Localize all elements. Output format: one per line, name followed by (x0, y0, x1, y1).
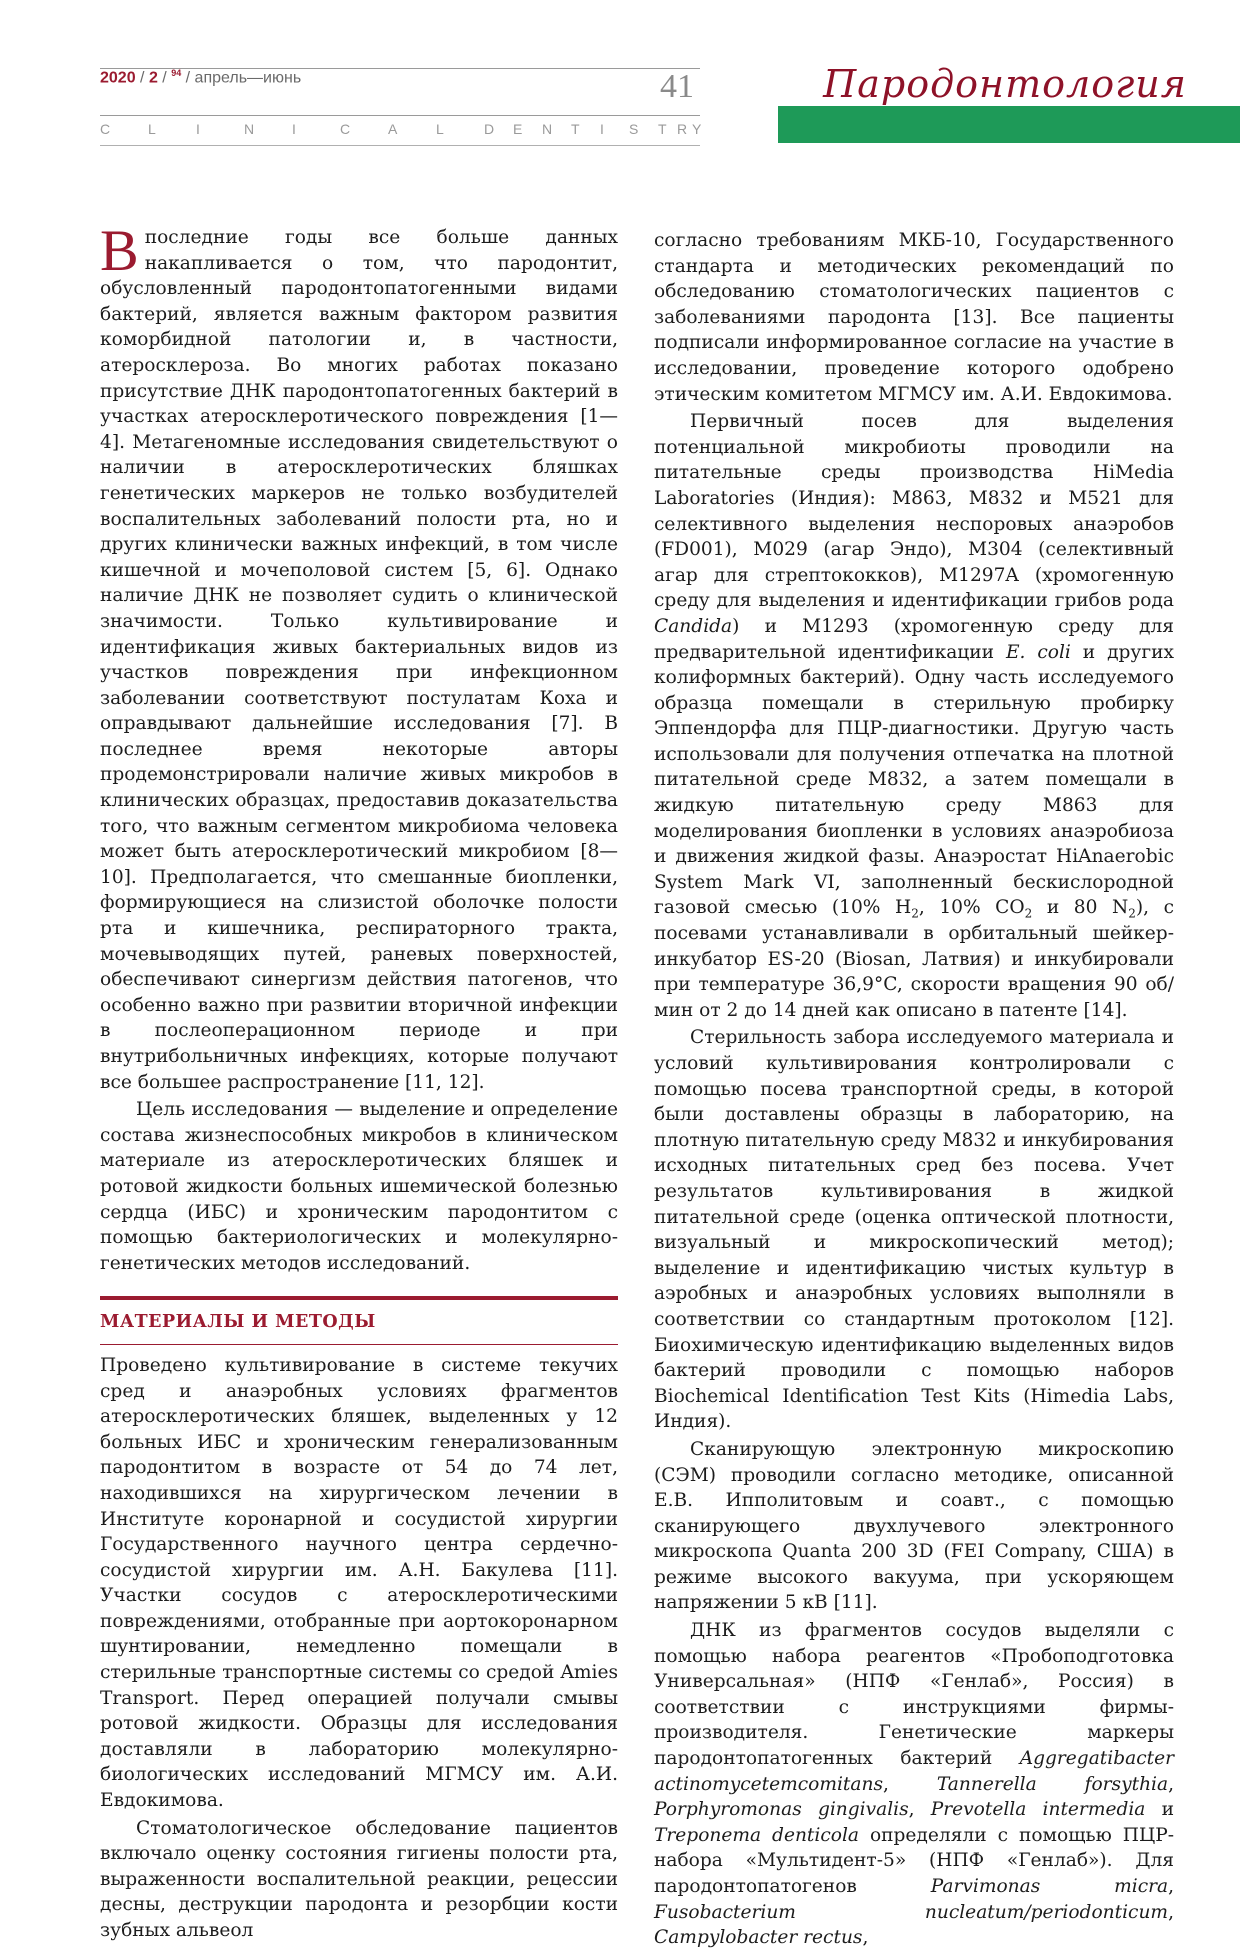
subscript: 2 (1024, 907, 1033, 922)
rubric-color-bar (778, 106, 1240, 143)
text-run: , (1168, 1773, 1174, 1795)
journal-letter: I (600, 121, 604, 137)
dna-paragraph (654, 1618, 1174, 1951)
journal-letter: T (571, 121, 580, 137)
left-column (100, 218, 618, 1946)
journal-letter: Y (692, 121, 702, 137)
species-name: Prevotella intermedia (930, 1799, 1146, 1821)
issue-year: 2020 (100, 69, 136, 87)
aim-paragraph: Цель исследования — выделение и определение состава жизнеспособных микробов в клиническом материале из атеросклеротических бляшек и ротовой жидкости больных ишемической болезнью сердца (ИБС) и хроническим пародонтитом с помощью бактериологических и молекулярно-генетических методов исследований. (100, 1099, 618, 1274)
journal-letter: T (658, 121, 667, 137)
species-name: Fusobacterium nucleatum/periodonticum (654, 1901, 1169, 1923)
journal-letter: N (542, 121, 553, 137)
species-name: E. coli (1005, 641, 1071, 663)
text-run: , (1168, 1901, 1174, 1923)
text-run: ) и M1293 (хромогенную среду для предварительной идентификации (654, 615, 1174, 663)
section-heading: МАТЕРИАЛЫ И МЕТОДЫ (100, 1310, 618, 1345)
species-name: Porphyromonas gingivalis (654, 1799, 909, 1821)
journal-letter: E (513, 121, 523, 137)
text-run: определяли с помощью ПЦР-набора «Мультидент-5» (НПФ «Генлаб»). Для пародонтопатогенов (654, 1824, 1174, 1897)
issue-number: 94 (171, 68, 182, 78)
journal-letter: L (436, 121, 444, 137)
text-run: ), с посевами устанавливали в орбитальный шейкер-инкубатор ES-20 (Biosan, Латвия) и инкубировали при температуре 36,9°C, скорости вращения 90 об/мин от 2 до 14 дней как описано в патенте [14]. (654, 897, 1174, 1021)
species-name: Tannerella forsythia (936, 1773, 1169, 1795)
journal-name (100, 121, 700, 145)
text-run: и (1145, 1799, 1174, 1821)
species-name: Treponema denticola (654, 1824, 859, 1846)
journal-letter: D (484, 121, 495, 137)
culture-paragraph (654, 409, 1174, 1023)
text-run: , (1168, 1876, 1174, 1897)
journal-letter: A (388, 121, 398, 137)
journal-letter: L (148, 121, 156, 137)
text-run: и 80 N (1032, 897, 1129, 919)
text-run: , (883, 1773, 937, 1795)
drop-cap: В (100, 218, 139, 283)
journal-letter: R (677, 121, 688, 137)
intro-text: последние годы все больше данных накапливается о том, что пародонтит, обусловленный пародонтопатогенными видами бактерий, является важным фактором развития коморбидной патологии и, в частности, атеросклероза. Во многих работах показано присутствие ДНК пародонтопатогенных бактерий в участках атеросклеротического повреждения [1—4]. Метагеномные исследования свидетельствуют о наличии в атеросклеротических бляшках генетических маркеров не только возбудителей воспалительных заболеваний полости рта, но и других клинически важных инфекций, в том числе кишечной и мочеполовой систем [5, 6]. Однако наличие ДНК не позволяет судить о клинической значимости. Только культивирование и идентификация живых бактериальных видов из участков повреждения при инфекционном заболевании соответствуют постулатам Коха и оправдывают дальнейшие исследования [7]. В последнее время некоторые авторы продемонстрировали наличие живых микробов в клинических образцах, предоставив доказательства того, что важным сегментом микробиома человека может быть атеросклеротический микробиом [8—10]. Предполагается, что смешанные биопленки, формирующиеся на слизистой оболочке полости рта и кишечника, респираторного тракта, мочевыводящих путей, раневых поверхностей, обеспечивают синергизм действия патогенов, что особенно важно при развитии вторичной инфекции в послеоперационном периоде и при внутрибольничных инфекциях, которые получают все большее распространение [11, 12]. (100, 227, 618, 1093)
species-name: Parvimonas micra (930, 1876, 1169, 1897)
species-name: Aggregatibacter actinomycetemcomitans (654, 1748, 1174, 1795)
text-run: ДНК из фрагментов сосудов выделяли с помощью набора реагентов «Пробоподготовка Универсальная» (НПФ «Генлаб», Россия) в соответствии с инструкциями фирмы-производителя. Генетические маркеры пародонтопатогенных бактерий (654, 1620, 1174, 1770)
text-run: Первичный посев для выделения потенциальной микробиоты проводили на питательные среды производства HiMedia Laboratories (Индия): M863, M832 и M521 для селективного выделения неспоровых анаэробов (FD001), M029 (агар Эндо), M304 (селективный агар для стрептококков), M1297A (хромогенную среду для выделения и идентификации грибов рода (654, 411, 1174, 612)
page-number: 41 (660, 68, 694, 105)
journal-letter: C (100, 121, 111, 137)
right-column (654, 228, 1174, 1953)
sterility-paragraph: Стерильность забора исследуемого материала и условий культивирования контролировали с помощью посева транспортной среды, в которой были доставлены образцы в лабораторию, на плотную питательную среду M832 и инкубирования исходных питательных сред без посева. Учет результатов культивирования в жидкой питательной среде (оценка оптической плотности, визуальный и микроскопический метод); выделение и идентификацию чистых культур в аэробных и анаэробных условиях выполняли в соответствии со стандартным протоколом [12]. Биохимическую идентификацию выделенных видов бактерий проводили с помощью наборов Biochemical Identification Test Kits (Himedia Labs, Индия). (654, 1027, 1174, 1433)
subscript: 2 (1128, 907, 1136, 922)
methods-paragraph-2: Стоматологическое обследование пациентов включало оценку состояния гигиены полости рта, выраженности воспалительной реакции, рецессии десны, деструкции пародонта и резорбции кости зубных альвеол (100, 1817, 618, 1941)
header-bottom-rule (100, 145, 700, 146)
text-run: , (862, 1927, 869, 1949)
species-name: Campylobacter rectus (654, 1927, 863, 1949)
text-run: и других колиформных бактерий). Одну часть исследуемого образца помещали в стерильную пробирку Эппендорфа для ПЦР-диагностики. Другую часть использовали для получения отпечатка на плотной питательной среде M832, а затем помещали в жидкую питательную среду M863 для моделирования биопленки в условиях анаэробиоза и движения жидкой фазы. Анаэростат HiAnaerobic System Mark VI, заполненный бескислородной газовой смесью (10% H (654, 641, 1174, 919)
species-name: Candida (654, 615, 733, 637)
issue-info: 2020 / 2 / $^{94}$ / апрель—июнь (100, 68, 302, 87)
issue-volume: 2 (148, 69, 158, 87)
text-run: , 10% CO (918, 897, 1025, 919)
header-mid-rule (100, 115, 700, 116)
section-divider (100, 1296, 618, 1300)
consent-paragraph: согласно требованиям МКБ-10, Государственного стандарта и методических рекомендаций по обследованию стоматологических пациентов с заболеваниями пародонта [13]. Все пациенты подписали информированное согласие на участие в исследовании, проведение которого одобрено этическим комитетом МГМСУ им. А.И. Евдокимова. (654, 230, 1174, 405)
intro-paragraph (100, 218, 618, 1095)
subscript: 2 (911, 907, 919, 922)
journal-letter: I (196, 121, 200, 137)
text-run: , (908, 1799, 931, 1821)
journal-letter: N (244, 121, 255, 137)
sem-paragraph: Сканирующую электронную микроскопию (СЭМ) проводили согласно методике, описанной Е.В. Ипполитовым и соавт., с помощью сканирующего двухлучевого электронного микроскопа Quanta 200 3D (FEI Company, США) в режиме высокого вакуума, при ускоряющем напряжении 5 кВ [11]. (654, 1438, 1174, 1614)
journal-letter: C (340, 121, 351, 137)
methods-paragraph-1: Проведено культивирование в системе текучих сред и анаэробных условиях фрагментов атеросклеротических бляшек, выделенных у 12 больных ИБС и хроническим генерализованным пародонтитом в возрасте от 54 до 74 лет, находившихся на хирургическом лечении в Институте коронарной и сосудистой хирургии Государственного научного центра сердечно-сосудистой хирургии им. А.Н. Бакулева [11]. Участки сосудов с атеросклеротическими повреждениями, отобранные при аортокоронарном шунтировании, немедленно помещали в стерильные транспортные системы со средой Amies Transport. Перед операцией получали смывы ротовой жидкости. Образцы для исследования доставляли в лабораторию молекулярно-биологических исследований МГМСУ им. А.И. Евдокимова. (100, 1354, 618, 1812)
journal-letter: S (629, 121, 639, 137)
section-rubric: Пародонтология (823, 62, 1187, 106)
journal-letter: I (292, 121, 296, 137)
issue-period: апрель—июнь (194, 69, 302, 87)
